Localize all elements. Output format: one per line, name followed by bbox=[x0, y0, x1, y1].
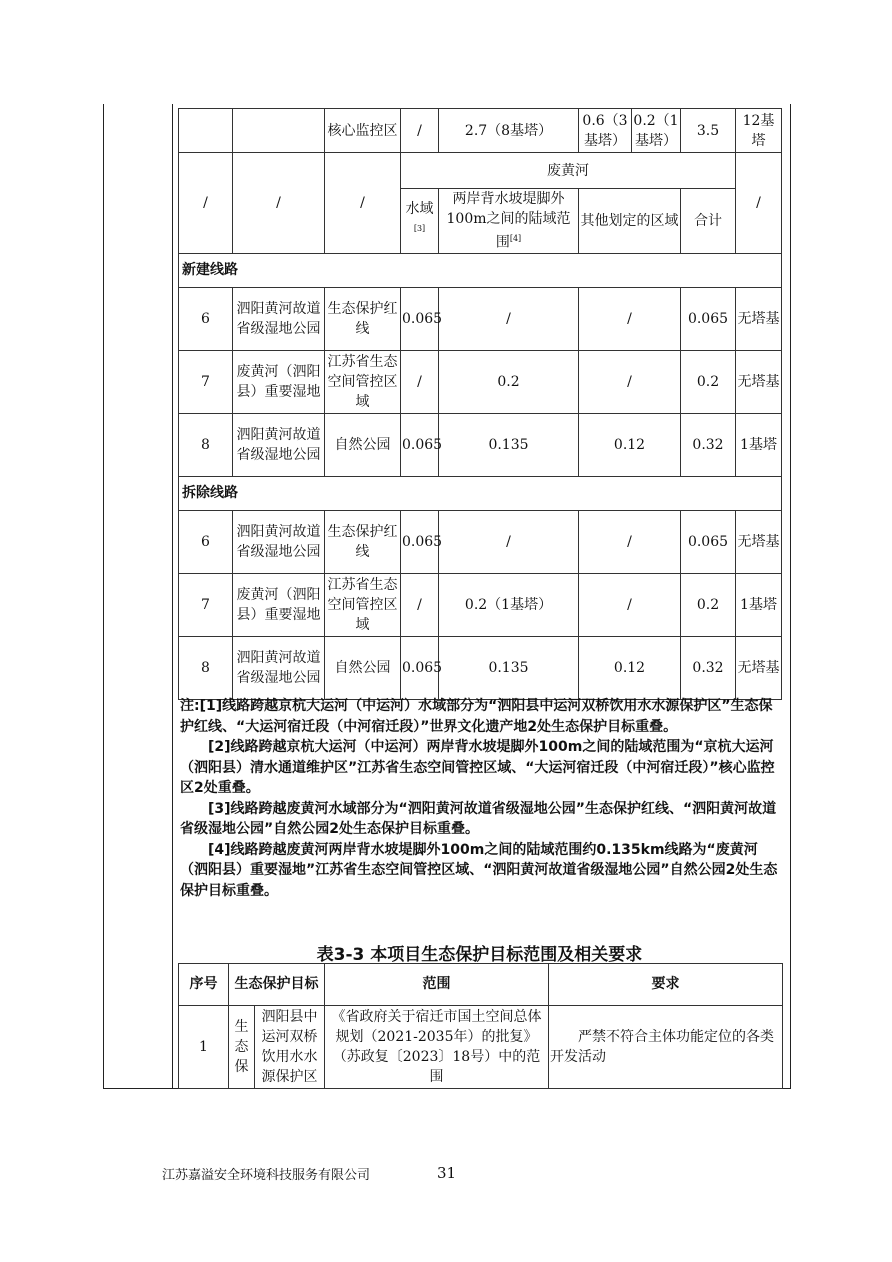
cell: 严禁不符合主体功能定位的各类开发活动 bbox=[549, 1006, 783, 1089]
cell: / bbox=[579, 287, 681, 350]
header-row bbox=[179, 964, 783, 1006]
cell: 1基塔 bbox=[736, 573, 782, 636]
page-number: 31 bbox=[437, 1164, 457, 1182]
frame-inner-line bbox=[172, 104, 173, 1089]
notes bbox=[180, 696, 783, 901]
cell: 0.2 bbox=[681, 350, 736, 413]
cell: 0.12 bbox=[579, 636, 681, 699]
cell: / bbox=[325, 153, 401, 254]
cell: 无塔基 bbox=[736, 287, 782, 350]
cell: 0.12 bbox=[579, 413, 681, 476]
note-1: 注:[1]线路跨越京杭大运河（中运河）水域部分为“泗阳县中运河双桥饮用水水源保护区”生态保护红线、“大运河宿迁段（中河宿迁段）”世界文化遗产地2处生态保护目标重叠。 bbox=[180, 698, 773, 735]
header-row bbox=[179, 153, 782, 189]
table-row bbox=[179, 350, 782, 413]
table-row bbox=[179, 413, 782, 476]
cell: 0.135 bbox=[439, 636, 579, 699]
note-3: [3]线路跨越废黄河水域部分为“泗阳黄河故道省级湿地公园”生态保护红线、“泗阳黄河故道省级湿地公园”自然公园2处生态保护目标重叠。 bbox=[180, 800, 777, 837]
cell: 0.6（3基塔） bbox=[579, 109, 632, 153]
cell: 生态保护红线 bbox=[325, 510, 401, 573]
cell: 自然公园 bbox=[325, 413, 401, 476]
cell: 泗阳黄河故道省级湿地公园 bbox=[233, 287, 325, 350]
water-header bbox=[401, 189, 439, 254]
land-header bbox=[439, 189, 579, 254]
cell: 废黄河（泗阳县）重要湿地 bbox=[233, 573, 325, 636]
table-row bbox=[179, 109, 782, 153]
col-header: 要求 bbox=[549, 964, 783, 1006]
cell: 1基塔 bbox=[736, 413, 782, 476]
frame-right-line bbox=[790, 104, 791, 1089]
protection-target-table bbox=[178, 963, 783, 1089]
cell: 无塔基 bbox=[736, 636, 782, 699]
table-title: 表3-3 本项目生态保护目标范围及相关要求 bbox=[316, 945, 643, 965]
footer-company: 江苏嘉溢安全环境科技服务有限公司 bbox=[162, 1168, 371, 1183]
cell: 3.5 bbox=[681, 109, 736, 153]
cell: / bbox=[579, 350, 681, 413]
cell: / bbox=[401, 573, 439, 636]
cell: 0.065 bbox=[401, 413, 439, 476]
cell: 无塔基 bbox=[736, 350, 782, 413]
group-header: 废黄河 bbox=[401, 153, 736, 189]
section-title: 拆除线路 bbox=[179, 476, 782, 510]
cell: 0.065 bbox=[681, 287, 736, 350]
table-row bbox=[179, 636, 782, 699]
cell: 0.065 bbox=[681, 510, 736, 573]
other-header: 其他划定的区域 bbox=[579, 189, 681, 254]
cell: 《省政府关于宿迁市国土空间总体规划（2021-2035年）的批复》（苏政复〔2023〕18号）中的范围 bbox=[325, 1006, 549, 1089]
cell: 0.2 bbox=[681, 573, 736, 636]
cell: 0.135 bbox=[439, 413, 579, 476]
cell: / bbox=[439, 510, 579, 573]
section-title: 新建线路 bbox=[179, 253, 782, 287]
col-header: 生态保护目标 bbox=[229, 964, 325, 1006]
frame-left-line bbox=[103, 104, 104, 1089]
cell: 0.2（1基塔） bbox=[632, 109, 681, 153]
cell bbox=[179, 109, 233, 153]
cell: 废黄河（泗阳县）重要湿地 bbox=[233, 350, 325, 413]
cell: 无塔基 bbox=[736, 510, 782, 573]
cell: 0.2（1基塔） bbox=[439, 573, 579, 636]
table-row bbox=[179, 287, 782, 350]
cell: 1 bbox=[179, 1006, 229, 1089]
cell: / bbox=[579, 510, 681, 573]
cell: / bbox=[179, 153, 233, 254]
cell: 0.065 bbox=[401, 287, 439, 350]
footnote-ref: [3] bbox=[413, 224, 426, 233]
cell: 泗阳黄河故道省级湿地公园 bbox=[233, 413, 325, 476]
cell: 泗阳黄河故道省级湿地公园 bbox=[233, 636, 325, 699]
col-header: 范围 bbox=[325, 964, 549, 1006]
cell bbox=[233, 109, 325, 153]
cell: 6 bbox=[179, 287, 233, 350]
table-row bbox=[179, 1006, 783, 1089]
overlap-table bbox=[178, 108, 782, 700]
note-2: [2]线路跨越京杭大运河（中运河）两岸背水坡堤脚外100m之间的陆域范围为“京杭大运河（泗阳县）清水通道维护区”江苏省生态空间管控区域、“大运河宿迁段（中河宿迁段）”核心监控区2处重叠。 bbox=[180, 739, 775, 796]
label: 两岸背水坡堤脚外100m之间的陆域范围 bbox=[446, 191, 571, 251]
cell: 7 bbox=[179, 350, 233, 413]
cell: 0.2 bbox=[439, 350, 579, 413]
cell: 0.065 bbox=[401, 510, 439, 573]
label: 水域 bbox=[405, 201, 434, 217]
cell: 8 bbox=[179, 413, 233, 476]
cell: 泗阳县中运河双桥饮用水水源保护区 bbox=[255, 1006, 325, 1089]
cell: 8 bbox=[179, 636, 233, 699]
cell: 12基塔 bbox=[736, 109, 782, 153]
note-4: [4]线路跨越废黄河两岸背水坡堤脚外100m之间的陆域范围约0.135km线路为“废黄河（泗阳县）重要湿地”江苏省生态空间管控区域、“泗阳黄河故道省级湿地公园”自然公园2处生态保护目标重叠。 bbox=[180, 841, 778, 899]
cell: 江苏省生态空间管控区域 bbox=[325, 573, 401, 636]
table-row bbox=[179, 573, 782, 636]
cell: / bbox=[439, 287, 579, 350]
cell: 6 bbox=[179, 510, 233, 573]
cell: 7 bbox=[179, 573, 233, 636]
cell: 0.32 bbox=[681, 636, 736, 699]
total-header: 合计 bbox=[681, 189, 736, 254]
cell: 泗阳黄河故道省级湿地公园 bbox=[233, 510, 325, 573]
cell: / bbox=[736, 153, 782, 254]
cell: 生态保 bbox=[229, 1006, 255, 1089]
cell: 生态保护红线 bbox=[325, 287, 401, 350]
cell: / bbox=[579, 573, 681, 636]
footnote-ref: [4] bbox=[509, 234, 522, 243]
cell: 核心监控区 bbox=[325, 109, 401, 153]
cell: 0.32 bbox=[681, 413, 736, 476]
cell: / bbox=[401, 350, 439, 413]
col-header: 序号 bbox=[179, 964, 229, 1006]
cell: 江苏省生态空间管控区域 bbox=[325, 350, 401, 413]
cell: / bbox=[233, 153, 325, 254]
cell: / bbox=[401, 109, 439, 153]
section-row bbox=[179, 253, 782, 287]
cell: 自然公园 bbox=[325, 636, 401, 699]
table-row bbox=[179, 510, 782, 573]
cell: 2.7（8基塔） bbox=[439, 109, 579, 153]
section-row bbox=[179, 476, 782, 510]
cell: 0.065 bbox=[401, 636, 439, 699]
